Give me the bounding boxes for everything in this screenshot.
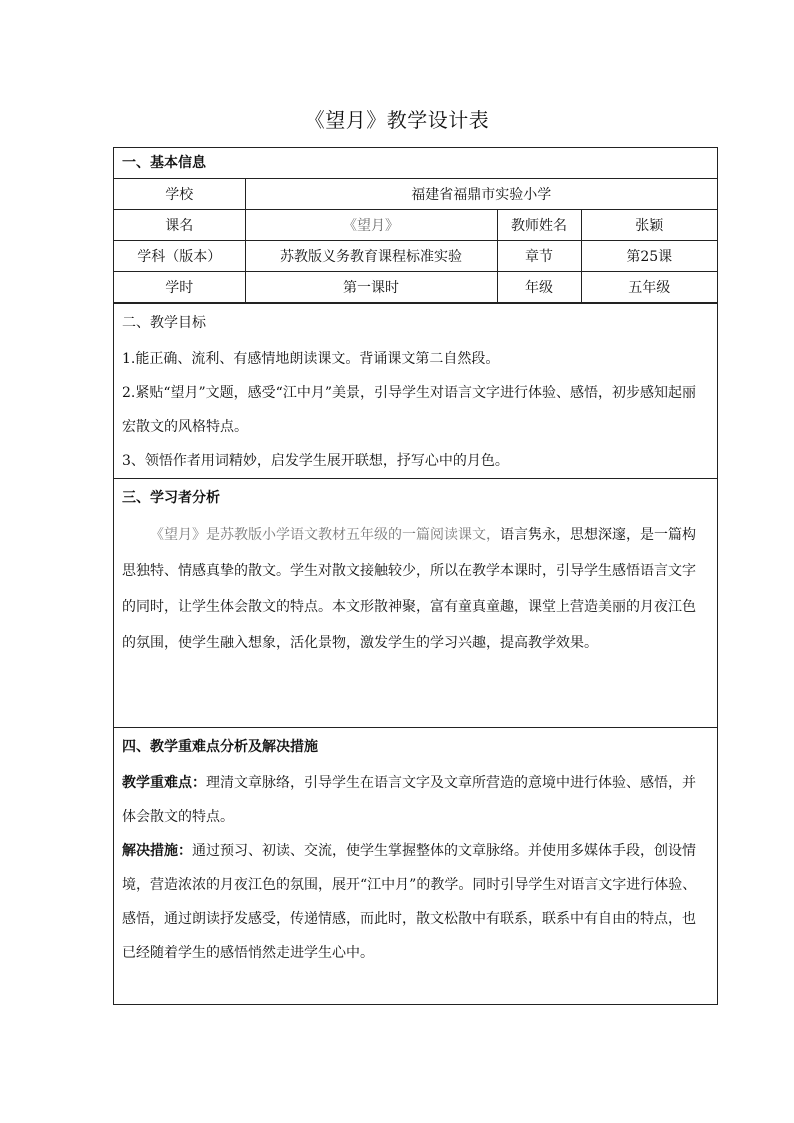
section-goals-heading: 二、教学目标 — [122, 315, 206, 331]
label-chapter: 章节 — [497, 241, 581, 272]
label-grade: 年级 — [497, 272, 581, 303]
label-lesson: 课名 — [114, 210, 245, 241]
measures-paragraph — [122, 834, 709, 970]
difficulty-label: 教学重难点： — [122, 775, 206, 791]
table-row — [114, 210, 717, 241]
section-goals — [114, 303, 717, 478]
section-basic-info-heading: 一、基本信息 — [114, 148, 717, 179]
goal-item: 1.能正确、流利、有感情地朗读课文。背诵课文第二自然段。 — [122, 351, 500, 367]
analysis-paragraph — [122, 517, 709, 661]
goal-item: 2.紧贴“望月”文题，感受“江中月”美景，引导学生对语言文字进行体验、感悟，初步感知起丽宏散文的风格特点。 — [122, 385, 696, 435]
label-subject: 学科（版本） — [114, 241, 245, 272]
value-school: 福建省福鼎市实验小学 — [245, 179, 717, 210]
measures-text: 通过预习、初读、交流，使学生掌握整体的文章脉络。并使用多媒体手段，创设情境，营造浓浓的月夜江色的氛围，展开“江中月”的教学。同时引导学生对语言文字进行体验、感悟，通过朗读抒发感受，传递情感，而此时，散文松散中有联系，联系中有自由的特点，也已经随着学生的感悟悄然走进学生心中。 — [122, 843, 697, 961]
lesson-plan-table — [113, 147, 718, 1005]
analysis-lead: 《望月》是苏教版小学语文教材五年级的一篇阅读课文， — [150, 527, 500, 543]
goal-item: 3、领悟作者用词精妙，启发学生展开联想，抒写心中的月色。 — [122, 453, 509, 469]
section-key-points-heading: 四、教学重难点分析及解决措施 — [122, 739, 318, 755]
label-school: 学校 — [114, 179, 245, 210]
section-analysis — [114, 478, 717, 727]
table-row — [114, 272, 717, 303]
section-analysis-heading: 三、学习者分析 — [122, 490, 220, 506]
value-teacher: 张颖 — [581, 210, 717, 241]
label-teacher: 教师姓名 — [497, 210, 581, 241]
difficulty-paragraph — [122, 766, 709, 834]
measures-label: 解决措施： — [122, 843, 192, 859]
section-key-points — [114, 727, 717, 1004]
difficulty-text: 理清文章脉络，引导学生在语言文字及文章所营造的意境中进行体验、感悟，并体会散文的特点。 — [122, 775, 696, 825]
value-chapter: 第25课 — [581, 241, 717, 272]
table-row — [114, 241, 717, 272]
value-lesson: 《望月》 — [245, 210, 497, 241]
basic-info-table — [114, 179, 717, 303]
label-period: 学时 — [114, 272, 245, 303]
value-grade: 五年级 — [581, 272, 717, 303]
value-subject: 苏教版义务教育课程标准实验 — [245, 241, 497, 272]
value-period: 第一课时 — [245, 272, 497, 303]
page-title: 《望月》教学设计表 — [304, 108, 490, 132]
table-row — [114, 179, 717, 210]
analysis-body: 语言隽永，思想深邃，是一篇构思独特、情感真挚的散文。学生对散文接触较少，所以在教学本课时，引导学生感悟语言文字的同时，让学生体会散文的特点。本文形散神聚，富有童真童趣，课堂上营造美丽的月夜江色的氛围，使学生融入想象，活化景物，激发学生的学习兴趣，提高教学效果。 — [122, 527, 696, 651]
